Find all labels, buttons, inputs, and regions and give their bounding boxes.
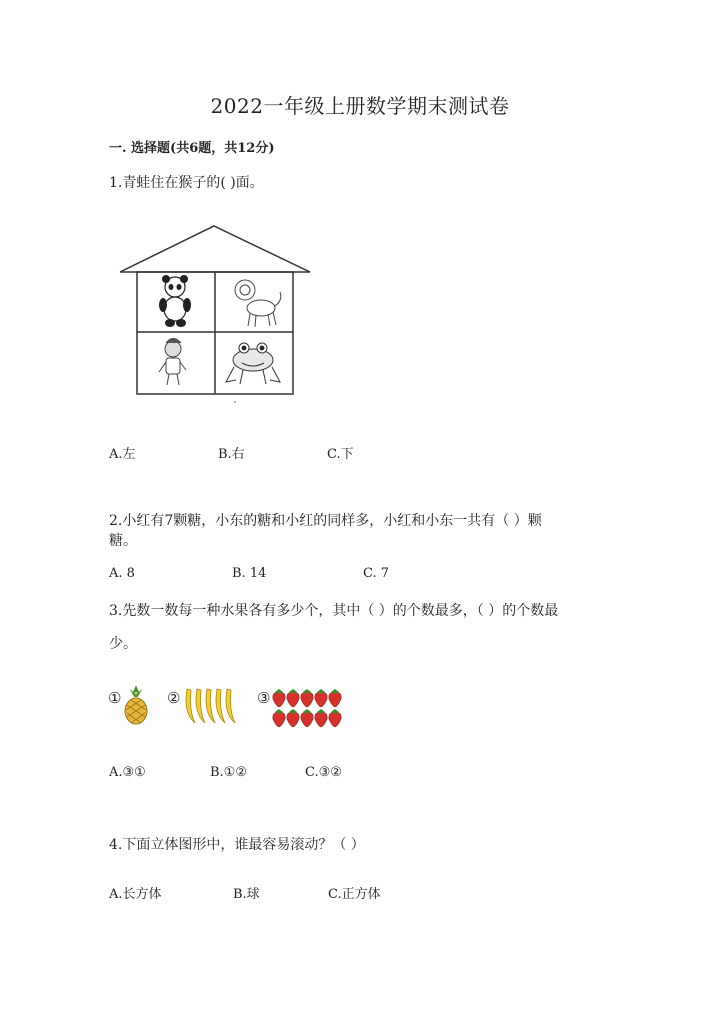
q3-option-b: B.①② [210,765,247,780]
question-3-text-line1: 3.先数一数每一种水果各有多少个，其中（ ）的个数最多，（ ）的个数最 [109,603,559,619]
q1-option-a: A.左 [109,447,136,462]
q3-option-a: A.③① [109,765,146,780]
frog-icon [226,343,280,384]
q2-option-b: B. 14 [232,566,267,581]
panda-icon [159,275,191,327]
house-figure [118,222,314,410]
monkey-icon [159,339,186,386]
q4-option-a: A.长方体 [109,887,162,902]
page-title: 2022一年级上册数学期末测试卷 [210,94,510,118]
house-roof [120,226,310,272]
fruit-label-2: ② [167,689,181,707]
bananas-icon [181,685,243,727]
pineapple-icon [122,683,150,725]
q3-option-c: C.③② [305,765,342,780]
question-2-text-line1: 2.小红有7颗糖，小东的糖和小红的同样多，小红和小东一共有（ ）颗 [109,513,542,529]
q2-option-a: A. 8 [109,566,135,581]
q4-option-b: B.球 [233,887,260,902]
q1-option-c: C.下 [327,447,354,462]
lion-icon [235,280,281,327]
fruit-label-1: ① [108,689,122,707]
strawberries-icon [272,688,352,728]
q4-option-c: C.正方体 [328,887,381,902]
question-4-text: 4.下面立体图形中，谁最容易滚动？（ ） [109,837,365,853]
question-3-text-line2: 少。 [109,636,137,652]
q1-option-b: B.右 [218,447,245,462]
question-1-text: 1.青蛙住在猴子的( )面。 [109,175,264,191]
section-heading: 一. 选择题(共6题，共12分) [109,141,275,156]
question-2-text-line2: 糖。 [109,533,137,549]
q2-option-c: C. 7 [363,566,390,581]
fruit-label-3: ③ [257,689,271,707]
